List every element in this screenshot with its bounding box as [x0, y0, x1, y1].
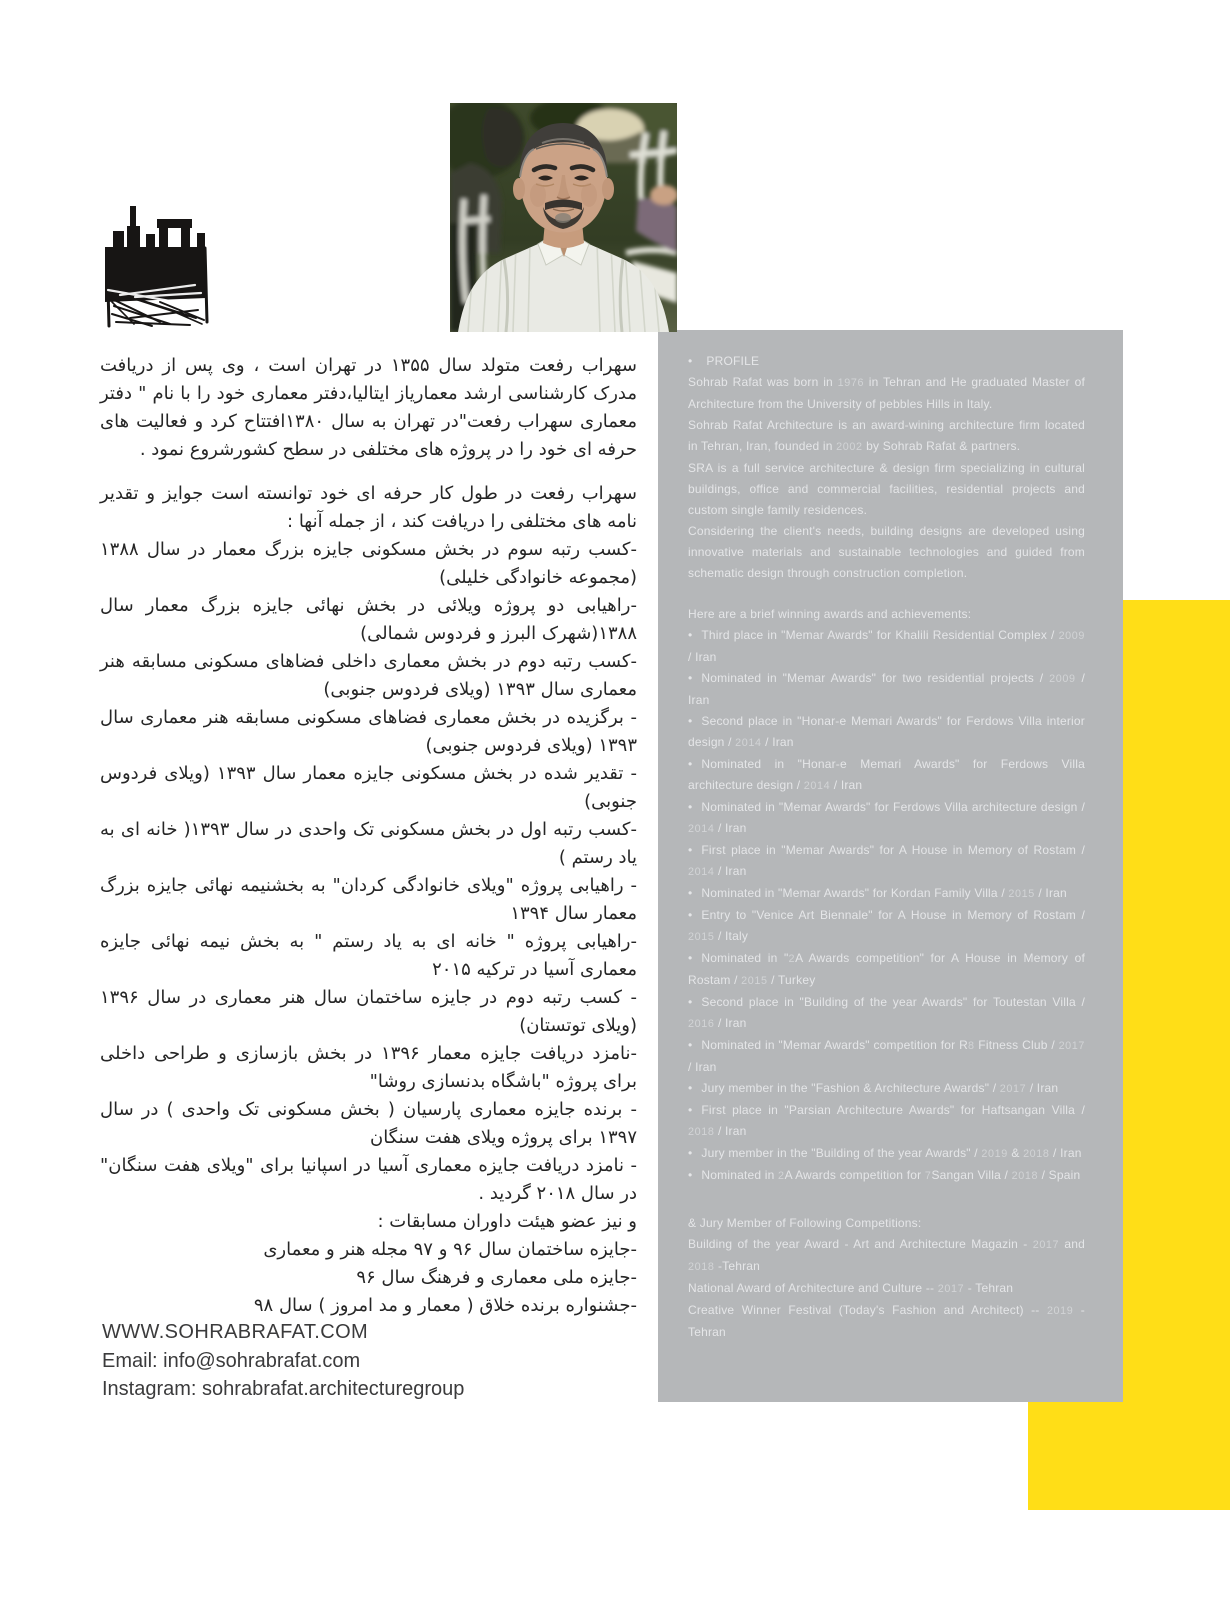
award-item — [688, 1078, 1085, 1100]
bullet-icon: • — [688, 800, 693, 814]
profile-intro — [688, 372, 1085, 584]
award-item — [688, 625, 1085, 668]
bullet-icon: • — [688, 714, 693, 728]
award-text: Nominated in "Honar-e Memari Awards" for Ferdows Villa architecture design / 2014 / Iran — [688, 757, 1085, 792]
persian-jury-intro: و نیز عضو هیئت داوران مسابقات : — [377, 1211, 637, 1232]
persian-bio — [100, 352, 637, 1320]
award-item — [688, 711, 1085, 754]
jury-list — [688, 1234, 1085, 1343]
persian-award-item: -نامزد دریافت جایزه معمار ۱۳۹۶ در بخش بازسازی و طراحی داخلی برای پروژه "باشگاه بدنسازی روشا" — [100, 1043, 637, 1092]
persian-award-item: - برنده جایزه معماری پارسیان ( بخش مسکونی تک واحدی ) در سال ۱۳۹۷ برای پروژه ویلای هفت سنگان — [100, 1099, 637, 1148]
email: Email: info@sohrabrafat.com — [102, 1349, 361, 1372]
award-item — [688, 1100, 1085, 1143]
instagram: Instagram: sohrabrafat.architecturegroup — [102, 1378, 465, 1400]
persian-awards-list — [100, 536, 637, 1208]
persian-jury-list — [100, 1236, 637, 1320]
persian-award-item: - کسب رتبه دوم در جایزه ساختمان سال هنر معماری در سال ۱۳۹۶ (ویلای توتستان) — [100, 987, 637, 1036]
award-item — [688, 883, 1085, 905]
portrait-photo — [450, 103, 677, 332]
jury-item: Creative Winner Festival (Today's Fashion and Architect) -- 2019 - Tehran — [688, 1303, 1085, 1339]
award-item — [688, 992, 1085, 1035]
award-text: Nominated in "Memar Awards" for two residential projects / 2009 / Iran — [688, 671, 1085, 707]
persian-award-item: - راهیابی پروژه "ویلای خانوادگی کردان" به بخشنیمه نهائی جایزه بزرگ معمار سال ۱۳۹۴ — [100, 875, 637, 924]
award-text: Nominated in "Memar Awards" for Kordan Family Villa / 2015 / Iran — [701, 886, 1067, 900]
bullet-icon: • — [688, 354, 693, 368]
persian-award-item: -راهیابی پروژه " خانه ای به یاد رستم " به بخش نیمه نهائی جایزه معماری آسیا در ترکیه ۲۰۱۵ — [100, 931, 637, 980]
bullet-icon: • — [688, 1081, 693, 1095]
award-text: Second place in "Honar-e Memari Awards" for Ferdows Villa interior design / 2014 / Iran — [688, 714, 1085, 749]
persian-award-item: -کسب رتبه اول در بخش مسکونی تک واحدی در سال ۱۳۹۳( خانه ای به یاد رستم ) — [100, 819, 637, 868]
profile-title: PROFILE — [706, 354, 760, 368]
profile-paragraph: Sohrab Rafat Architecture is an award-wining architecture firm located in Tehran, Iran, founded in 2002 by Sohrab Rafat & partners. — [688, 418, 1085, 453]
award-item — [688, 1165, 1085, 1187]
award-item — [688, 1035, 1085, 1078]
jury-heading: & Jury Member of Following Competitions: — [688, 1216, 922, 1230]
award-item — [688, 840, 1085, 883]
award-item — [688, 905, 1085, 948]
bullet-icon: • — [688, 1168, 693, 1182]
persian-jury-item: -جایزه ملی معماری و فرهنگ سال ۹۶ — [356, 1267, 637, 1288]
bullet-icon: • — [688, 1103, 693, 1117]
bullet-icon: • — [688, 628, 693, 642]
award-text: Third place in "Memar Awards" for Khalili Residential Complex / 2009 / Iran — [688, 628, 1085, 664]
contact-block — [102, 1318, 464, 1404]
profile-heading — [688, 351, 1085, 372]
profile-paragraph: SRA is a full service architecture & design firm specializing in cultural buildings, office and commercial facilities, residential projects and custom single family residences. — [688, 461, 1085, 517]
award-text: Jury member in the "Fashion & Architecture Awards" / 2017 / Iran — [701, 1081, 1059, 1095]
awards-list — [688, 625, 1085, 1187]
jury-item: National Award of Architecture and Culture -- 2017 - Tehran — [688, 1281, 1014, 1295]
profile-paragraph: Considering the client's needs, building designs are developed using innovative materials and sustainable technologies and guided from schematic design through construction completion. — [688, 524, 1085, 580]
award-text: Jury member in the "Building of the year Awards" / 2019 & 2018 / Iran — [701, 1146, 1082, 1160]
persian-career-intro: سهراب رفعت در طول کار حرفه ای خود توانسته است جوایز و تقدیر نامه های مختلفی را دریافت کند ، از جمله آنها : — [100, 483, 637, 532]
award-text: Nominated in "Memar Awards" competition for R8 Fitness Club / 2017 / Iran — [688, 1038, 1085, 1074]
bullet-icon: • — [688, 843, 693, 857]
award-text: Nominated in "Memar Awards" for Ferdows Villa architecture design / 2014 / Iran — [688, 800, 1085, 835]
award-text: First place in "Memar Awards" for A House in Memory of Rostam / 2014 / Iran — [688, 843, 1085, 878]
bullet-icon: • — [688, 1038, 693, 1052]
bullet-icon: • — [688, 757, 693, 771]
award-text: Entry to "Venice Art Biennale" for A House in Memory of Rostam / 2015 / Italy — [688, 908, 1085, 943]
persian-award-item: - تقدیر شده در بخش مسکونی جایزه معمار سال ۱۳۹۳ (ویلای فردوس جنوبی) — [100, 763, 637, 812]
award-item — [688, 668, 1085, 711]
bullet-icon: • — [688, 908, 693, 922]
persian-award-item: - نامزد دریافت جایزه معماری آسیا در اسپانیا برای "ویلای هفت سنگان" در سال ۲۰۱۸ گردید . — [100, 1155, 637, 1204]
persian-award-item: - برگزیده در بخش معماری فضاهای مسکونی مسابقه هنر معماری سال ۱۳۹۳ (ویلای فردوس جنوبی) — [100, 707, 637, 756]
bullet-icon: • — [688, 951, 693, 965]
sohrab-rafat-logo-sketch — [100, 198, 218, 332]
jury-item: Building of the year Award - Art and Architecture Magazin - 2017 and 2018 -Tehran — [688, 1237, 1086, 1273]
persian-award-item: -کسب رتبه سوم در بخش مسکونی جایزه بزرگ معمار در سال ۱۳۸۸ (مجموعه خانوادگی خلیلی) — [100, 539, 637, 588]
bullet-icon: • — [688, 995, 693, 1009]
persian-award-item: -کسب رتبه دوم در بخش معماری داخلی فضاهای مسکونی مسابقه هنر معماری سال ۱۳۹۳ (ویلای فردوس جنوبی) — [100, 651, 637, 700]
website: WWW.SOHRABRAFAT.COM — [102, 1321, 369, 1343]
bullet-icon: • — [688, 1146, 693, 1160]
profile-panel — [658, 330, 1123, 1402]
bullet-icon: • — [688, 671, 693, 685]
award-text: Second place in "Building of the year Awards" for Toutestan Villa / 2016 / Iran — [688, 995, 1085, 1030]
bullet-icon: • — [688, 886, 693, 900]
persian-intro: سهراب رفعت متولد سال ۱۳۵۵ در تهران است ، وی پس از دریافت مدرک کارشناسی ارشد معماریاز ایتالیا،دفتر معماری خود را با نام " دفتر معماری سهراب رفعت"در تهران به سال ۱۳۸۰افتتاح کرد و فعالیت های حرفه ای خود را در پروژه های مختلفی در سطح کشورشروع نمود . — [100, 355, 637, 460]
persian-jury-item: -جشنواره برنده خلاق ( معمار و مد امروز ) سال ۹۸ — [253, 1295, 637, 1316]
award-text: Nominated in "2A Awards competition" for A House in Memory of Rostam / 2015 / Turkey — [688, 951, 1085, 987]
persian-jury-item: -جایزه ساختمان سال ۹۶ و ۹۷ مجله هنر و معماری — [263, 1239, 637, 1260]
award-item — [688, 948, 1085, 992]
award-item — [688, 1143, 1085, 1165]
award-text: First place in "Parsian Architecture Awards" for Haftsangan Villa / 2018 / Iran — [688, 1103, 1085, 1138]
award-item — [688, 797, 1085, 840]
award-text: Nominated in 2A Awards competition for 7Sangan Villa / 2018 / Spain — [701, 1168, 1081, 1182]
award-item — [688, 754, 1085, 797]
persian-award-item: -راهیابی دو پروژه ویلائی در بخش نهائی جایزه بزرگ معمار سال ۱۳۸۸(شهرک البرز و فردوس شمالی) — [100, 595, 637, 644]
profile-paragraph: Sohrab Rafat was born in 1976 in Tehran and He graduated Master of Architecture from the University of pebbles Hills in Italy. — [688, 375, 1085, 411]
awards-intro: Here are a brief winning awards and achievements: — [688, 607, 972, 621]
